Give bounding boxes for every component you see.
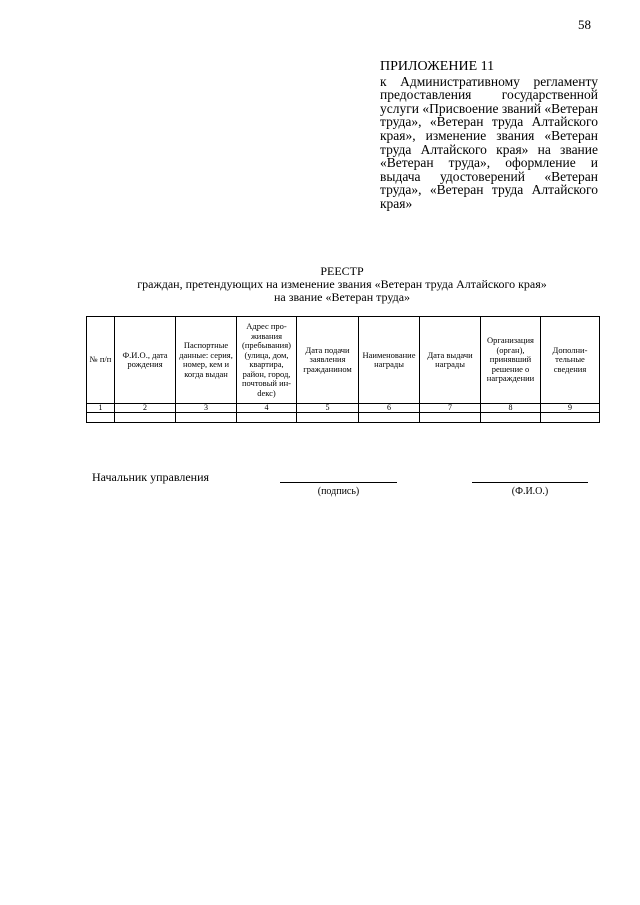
appendix-body: к Административному регламенту предоставления государственной услуги «Присвоение званий «Ветеран труда», «Ветеран труда Алтайского края», изменение звания «Ветеран труда Алтайского края» на звание «Ветеран труда», оформление и выдача удостоверений «Ветеран труда», «Ветеран труда Алтайского края» [380,73,599,211]
registry-table [86,316,600,423]
name-line [472,482,588,483]
column-number: 7 [420,404,481,413]
column-header: № п/п [87,317,115,404]
signature-line [280,482,397,483]
table-cell [176,413,237,423]
table-cell [87,413,115,423]
registry-title: РЕЕСТР [320,264,364,278]
column-header: Дата выдачи награды [420,317,481,404]
column-number: 1 [87,404,115,413]
column-header: Дополнительные сведения [541,317,600,404]
column-number-row [87,404,600,413]
table-cell [237,413,297,423]
column-header: Дата подачи заявления гражданином [297,317,359,404]
table-cell [359,413,420,423]
column-header: Ф.И.О., дата рождения [115,317,176,404]
table-row [87,413,600,423]
table-cell [541,413,600,423]
column-number: 9 [541,404,600,413]
table-cell [297,413,359,423]
column-header: Организация (орган), принявший решение о награждении [481,317,541,404]
column-number: 3 [176,404,237,413]
page-number: 58 [578,17,591,32]
signature-block [92,470,598,500]
table-cell [420,413,481,423]
signature-caption: (подпись) [317,486,360,497]
column-number: 2 [115,404,176,413]
column-number: 8 [481,404,541,413]
column-header: Наименование награды [359,317,420,404]
appendix-header [380,60,598,211]
table-cell [115,413,176,423]
table-header-row [87,317,600,404]
column-number: 4 [237,404,297,413]
signatory-role: Начальник управления [92,470,210,484]
name-caption: (Ф.И.О.) [511,486,549,497]
column-header: Адрес проживания (пребывания) (улица, дом, квартира, район, город, почтовый инdекс) [237,317,297,404]
column-number: 5 [297,404,359,413]
table-cell [481,413,541,423]
appendix-title: ПРИЛОЖЕНИЕ 11 [380,59,495,74]
column-number: 6 [359,404,420,413]
registry-subtitle: граждан, претендующих на изменение звания «Ветеран труда Алтайского края» на звание «Ветеран труда» [137,277,547,304]
column-header: Паспортные данные: серия, номер, кем и когда выдан [176,317,237,404]
